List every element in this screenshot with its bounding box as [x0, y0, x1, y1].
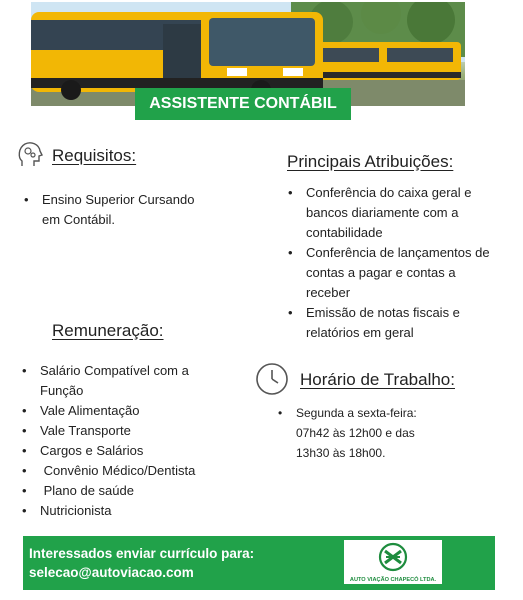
remuneracao-list [22, 361, 242, 521]
remuneracao-heading: Remuneração: [52, 321, 164, 340]
list-item-text: Vale Transporte [40, 423, 131, 438]
list-item-text: Conferência de lançamentos de [306, 245, 490, 260]
list-item [288, 183, 520, 243]
list-item [22, 461, 242, 481]
horario-line: Segunda a sexta-feira: [296, 406, 417, 420]
list-item-text: Conferência do caixa geral e [306, 185, 472, 200]
footer-line: Interessados enviar currículo para: [29, 546, 255, 561]
logo-text: AUTO VIAÇÃO CHAPECÓ LTDA. [349, 577, 437, 583]
list-item-text: Função [40, 383, 84, 398]
contact-footer [23, 536, 495, 590]
horario-line: 13h30 às 18h00. [296, 446, 386, 460]
horario-block [278, 403, 417, 463]
list-item-text: Convênio Médico/Dentista [40, 463, 196, 478]
list-item [22, 441, 242, 461]
requisitos-heading: Requisitos: [52, 146, 137, 165]
list-item-text: relatórios em geral [306, 325, 414, 340]
list-item [24, 190, 194, 230]
list-item-text: Plano de saúde [40, 483, 134, 498]
logo-emblem-icon [378, 542, 408, 572]
list-item [22, 361, 242, 401]
list-item-text: Ensino Superior Cursando [42, 192, 195, 207]
footer-text [29, 544, 254, 582]
company-logo [344, 540, 442, 584]
atribuicoes-list [288, 183, 520, 343]
list-item [288, 243, 520, 303]
bullet: • [278, 406, 283, 420]
head-gears-icon [16, 140, 44, 170]
list-item [22, 401, 242, 421]
list-item-text: receber [306, 285, 351, 300]
clock-icon [255, 362, 289, 396]
list-item-text: Cargos e Salários [40, 443, 144, 458]
job-title-banner: ASSISTENTE CONTÁBIL [135, 88, 351, 120]
horario-heading: Horário de Trabalho: [300, 370, 455, 389]
requisitos-list [24, 190, 194, 230]
list-item [288, 303, 520, 343]
list-item [22, 481, 242, 501]
list-item-text: contas a pagar e contas a [306, 265, 456, 280]
list-item [22, 421, 242, 441]
list-item-text: Nutricionista [40, 503, 112, 518]
atribuicoes-heading: Principais Atribuições: [287, 152, 454, 171]
contact-email[interactable]: selecao@autoviacao.com [29, 565, 194, 580]
list-item [22, 501, 242, 521]
horario-line: 07h42 às 12h00 e das [296, 426, 415, 440]
list-item-text: contabilidade [306, 225, 383, 240]
horario-item [278, 403, 417, 463]
list-item-text: Emissão de notas fiscais e [306, 305, 460, 320]
list-item-text: em Contábil. [42, 212, 115, 227]
list-item-text: Vale Alimentação [40, 403, 140, 418]
list-item-text: Salário Compatível com a [40, 363, 189, 378]
list-item-text: bancos diariamente com a [306, 205, 459, 220]
